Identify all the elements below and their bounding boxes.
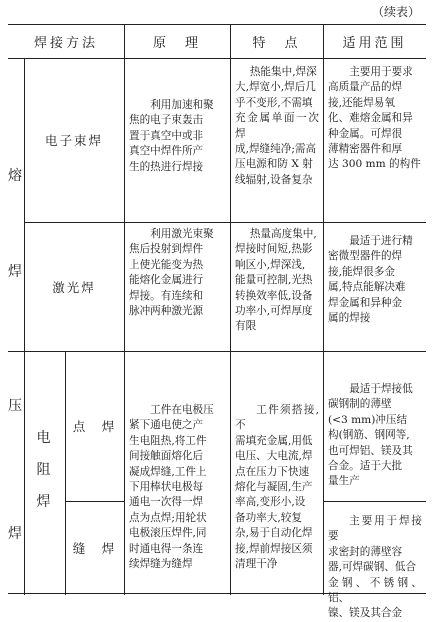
features-electron-beam: 热能集中,焊深 大,焊宽小,焊后几 乎不变形,不需填 充金属单面一次焊 成,焊缝纯净;需高 压电源和防 X 射 线辐射,设备复杂 xyxy=(235,66,319,186)
group-fusion-char-2: 焊 xyxy=(8,264,24,280)
group-resistance-char-2: 阻 xyxy=(36,462,53,478)
group-resistance-char-3: 焊 xyxy=(36,494,53,510)
scope-electron-beam: 主要用于要求 高质量产品的焊 接,还能焊易氧 化、难熔金属和异 种金属。可焊很 薄精密器件和厚 达 300 mm 的构件 xyxy=(328,66,421,171)
principle-electron-beam: 利用加速和聚 焦的电子束轰击 置于真空中或非 真空中焊件所产 生的热进行焊接 xyxy=(129,99,214,173)
group-resistance-char-1: 电 xyxy=(36,430,53,446)
header-principle: 原 理 xyxy=(152,36,201,51)
method-seam: 缝 焊 xyxy=(72,541,117,556)
principle-laser: 利用激光束聚 焦后投射到焊件 上使光能变为热 能熔化金属进行 焊接。有连续和 脉冲两种激光源 xyxy=(129,228,214,318)
method-laser: 激光焊 xyxy=(52,279,96,295)
method-spot: 点 焊 xyxy=(72,419,117,434)
group-pressure-char-1: 压 xyxy=(8,398,24,414)
continued-label: （续表） xyxy=(371,5,420,19)
group-pressure-char-2: 焊 xyxy=(8,526,24,542)
scope-seam: 主要用于焊接要 求密封的薄壁容 器,可焊碳钢、低合 金钢、不锈钢、铝、 镍、镁及其合金 xyxy=(328,515,422,620)
features-laser: 热量高度集中, 焊接时间短,热影 响区小,焊深浅, 能量可控制,光热 转换效率低,设备 功率小,可焊厚度 有限 xyxy=(235,228,317,333)
scope-spot: 最适于焊接低 碳钢制的薄壁 (<3 mm)冲压结 构(钢筋、钢网等, 也可焊铝、镁及其 合金。适于大批 量生产 xyxy=(328,383,413,488)
group-fusion-char-1: 熔 xyxy=(8,168,24,184)
features-resistance: 工件须搭接,不 需填充金属,用低 电压、大电流,焊 点在压力下快速 熔化与凝固,生产 率高,变形小,设 备功率大,较复 杂,易于自动化焊 接,焊前焊接区须 清理干净 xyxy=(235,404,319,571)
scope-laser: 最适于进行精 密微型器件的焊 接,能焊很多金 属,特点能解决难 焊金属和异种金 属的焊接 xyxy=(328,235,413,325)
header-method: 焊接方法 xyxy=(33,36,98,51)
principle-resistance: 工件在电极压 紧下通电使之产 生电阻热,将工件 间接触面熔化后 凝成焊缝,工件上 下用棒状电极每 通电一次得一焊 点为点焊;用轮状 电极滚压焊件,同 时通电得一条连 续焊缝为缝焊 xyxy=(129,404,214,571)
header-scope: 适用范围 xyxy=(342,36,407,51)
method-electron-beam: 电子束焊 xyxy=(44,133,103,148)
header-features: 特 点 xyxy=(252,36,301,51)
welding-methods-table xyxy=(8,24,426,620)
rule-spot-scope-bottom xyxy=(323,501,426,502)
